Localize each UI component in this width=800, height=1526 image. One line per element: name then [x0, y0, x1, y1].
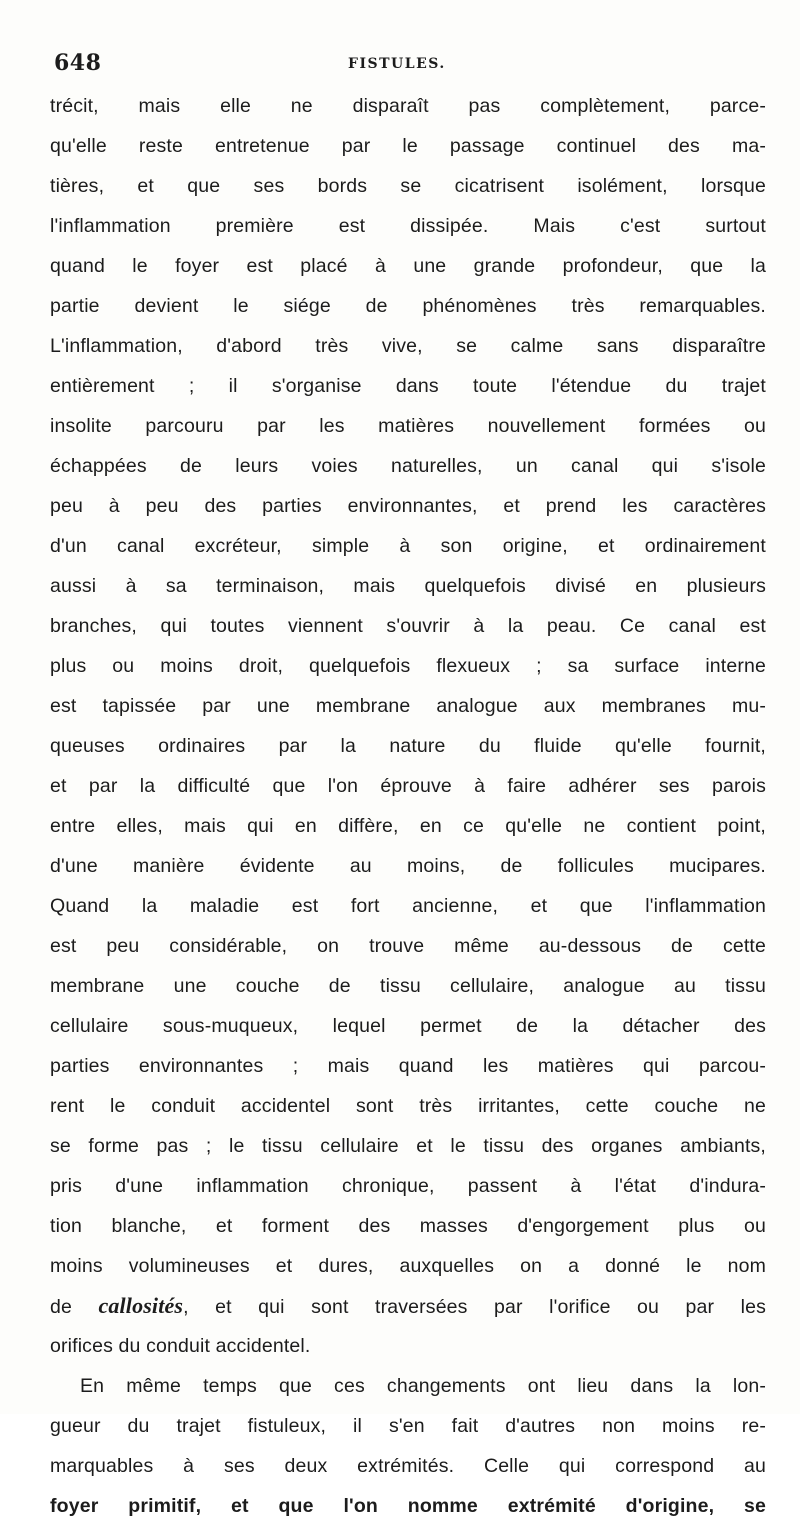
text-line: tières, et que ses bords se cicatrisent isolément, lorsque [50, 175, 766, 197]
text-line: peu à peu des parties environnantes, et prend les caractères [50, 495, 766, 517]
text-line: gueur du trajet fistuleux, il s'en fait d'autres non moins re- [50, 1415, 766, 1437]
paragraph-start-line: En même temps que ces changements ont lieu dans la lon- [80, 1375, 766, 1397]
text-fragment: , et qui sont traversées par l'orifice ou par les [183, 1296, 766, 1318]
text-line: branches, qui toutes viennent s'ouvrir à la peau. Ce canal est [50, 615, 766, 637]
page-number: 648 [54, 50, 102, 76]
text-line: moins volumineuses et dures, auxquelles on a donné le nom [50, 1255, 766, 1277]
body-text [50, 86, 766, 1526]
text-line: parties environnantes ; mais quand les matières qui parcou- [50, 1055, 766, 1077]
text-line: partie devient le siége de phénomènes très remarquables. [50, 295, 766, 317]
text-line: cellulaire sous-muqueux, lequel permet de la détacher des [50, 1015, 766, 1037]
italic-term-callosites: callosités [98, 1293, 184, 1318]
text-line: aussi à sa terminaison, mais quelquefois divisé en plusieurs [50, 575, 766, 597]
text-line: Quand la maladie est fort ancienne, et que l'inflammation [50, 895, 766, 917]
text-line: échappées de leurs voies naturelles, un canal qui s'isole [50, 455, 766, 477]
text-line: quand le foyer est placé à une grande profondeur, que la [50, 255, 766, 277]
text-line-callosites [50, 1286, 766, 1326]
running-title: FISTULES. [348, 56, 446, 72]
text-line: et par la difficulté que l'on éprouve à faire adhérer ses parois [50, 775, 766, 797]
text-line: qu'elle reste entretenue par le passage continuel des ma- [50, 135, 766, 157]
paragraph-end-line: orifices du conduit accidentel. [50, 1335, 311, 1357]
text-line: d'un canal excréteur, simple à son origine, et ordinairement [50, 535, 766, 557]
text-line: foyer primitif, et que l'on nomme extrémité d'origine, se [50, 1495, 766, 1517]
text-line: l'inflammation première est dissipée. Mais c'est surtout [50, 215, 766, 237]
text-line: membrane une couche de tissu cellulaire, analogue au tissu [50, 975, 766, 997]
text-line: entre elles, mais qui en diffère, en ce qu'elle ne contient point, [50, 815, 766, 837]
text-line: tion blanche, et forment des masses d'engorgement plus ou [50, 1215, 766, 1237]
text-line: plus ou moins droit, quelquefois flexueux ; sa surface interne [50, 655, 766, 677]
text-line: d'une manière évidente au moins, de follicules mucipares. [50, 855, 766, 877]
text-line: entièrement ; il s'organise dans toute l'étendue du trajet [50, 375, 766, 397]
text-line: queuses ordinaires par la nature du fluide qu'elle fournit, [50, 735, 766, 757]
text-fragment: de [50, 1296, 72, 1318]
text-line: est peu considérable, on trouve même au-dessous de cette [50, 935, 766, 957]
text-line: L'inflammation, d'abord très vive, se calme sans disparaître [50, 335, 766, 357]
text-line: rent le conduit accidentel sont très irritantes, cette couche ne [50, 1095, 766, 1117]
text-line: marquables à ses deux extrémités. Celle qui correspond au [50, 1455, 766, 1477]
text-line: pris d'une inflammation chronique, passent à l'état d'indura- [50, 1175, 766, 1197]
text-line: trécit, mais elle ne disparaît pas complètement, parce- [50, 95, 766, 117]
text-line: insolite parcouru par les matières nouvellement formées ou [50, 415, 766, 437]
text-line: est tapissée par une membrane analogue aux membranes mu- [50, 695, 766, 717]
page-header [46, 50, 766, 80]
text-line: se forme pas ; le tissu cellulaire et le tissu des organes ambiants, [50, 1135, 766, 1157]
